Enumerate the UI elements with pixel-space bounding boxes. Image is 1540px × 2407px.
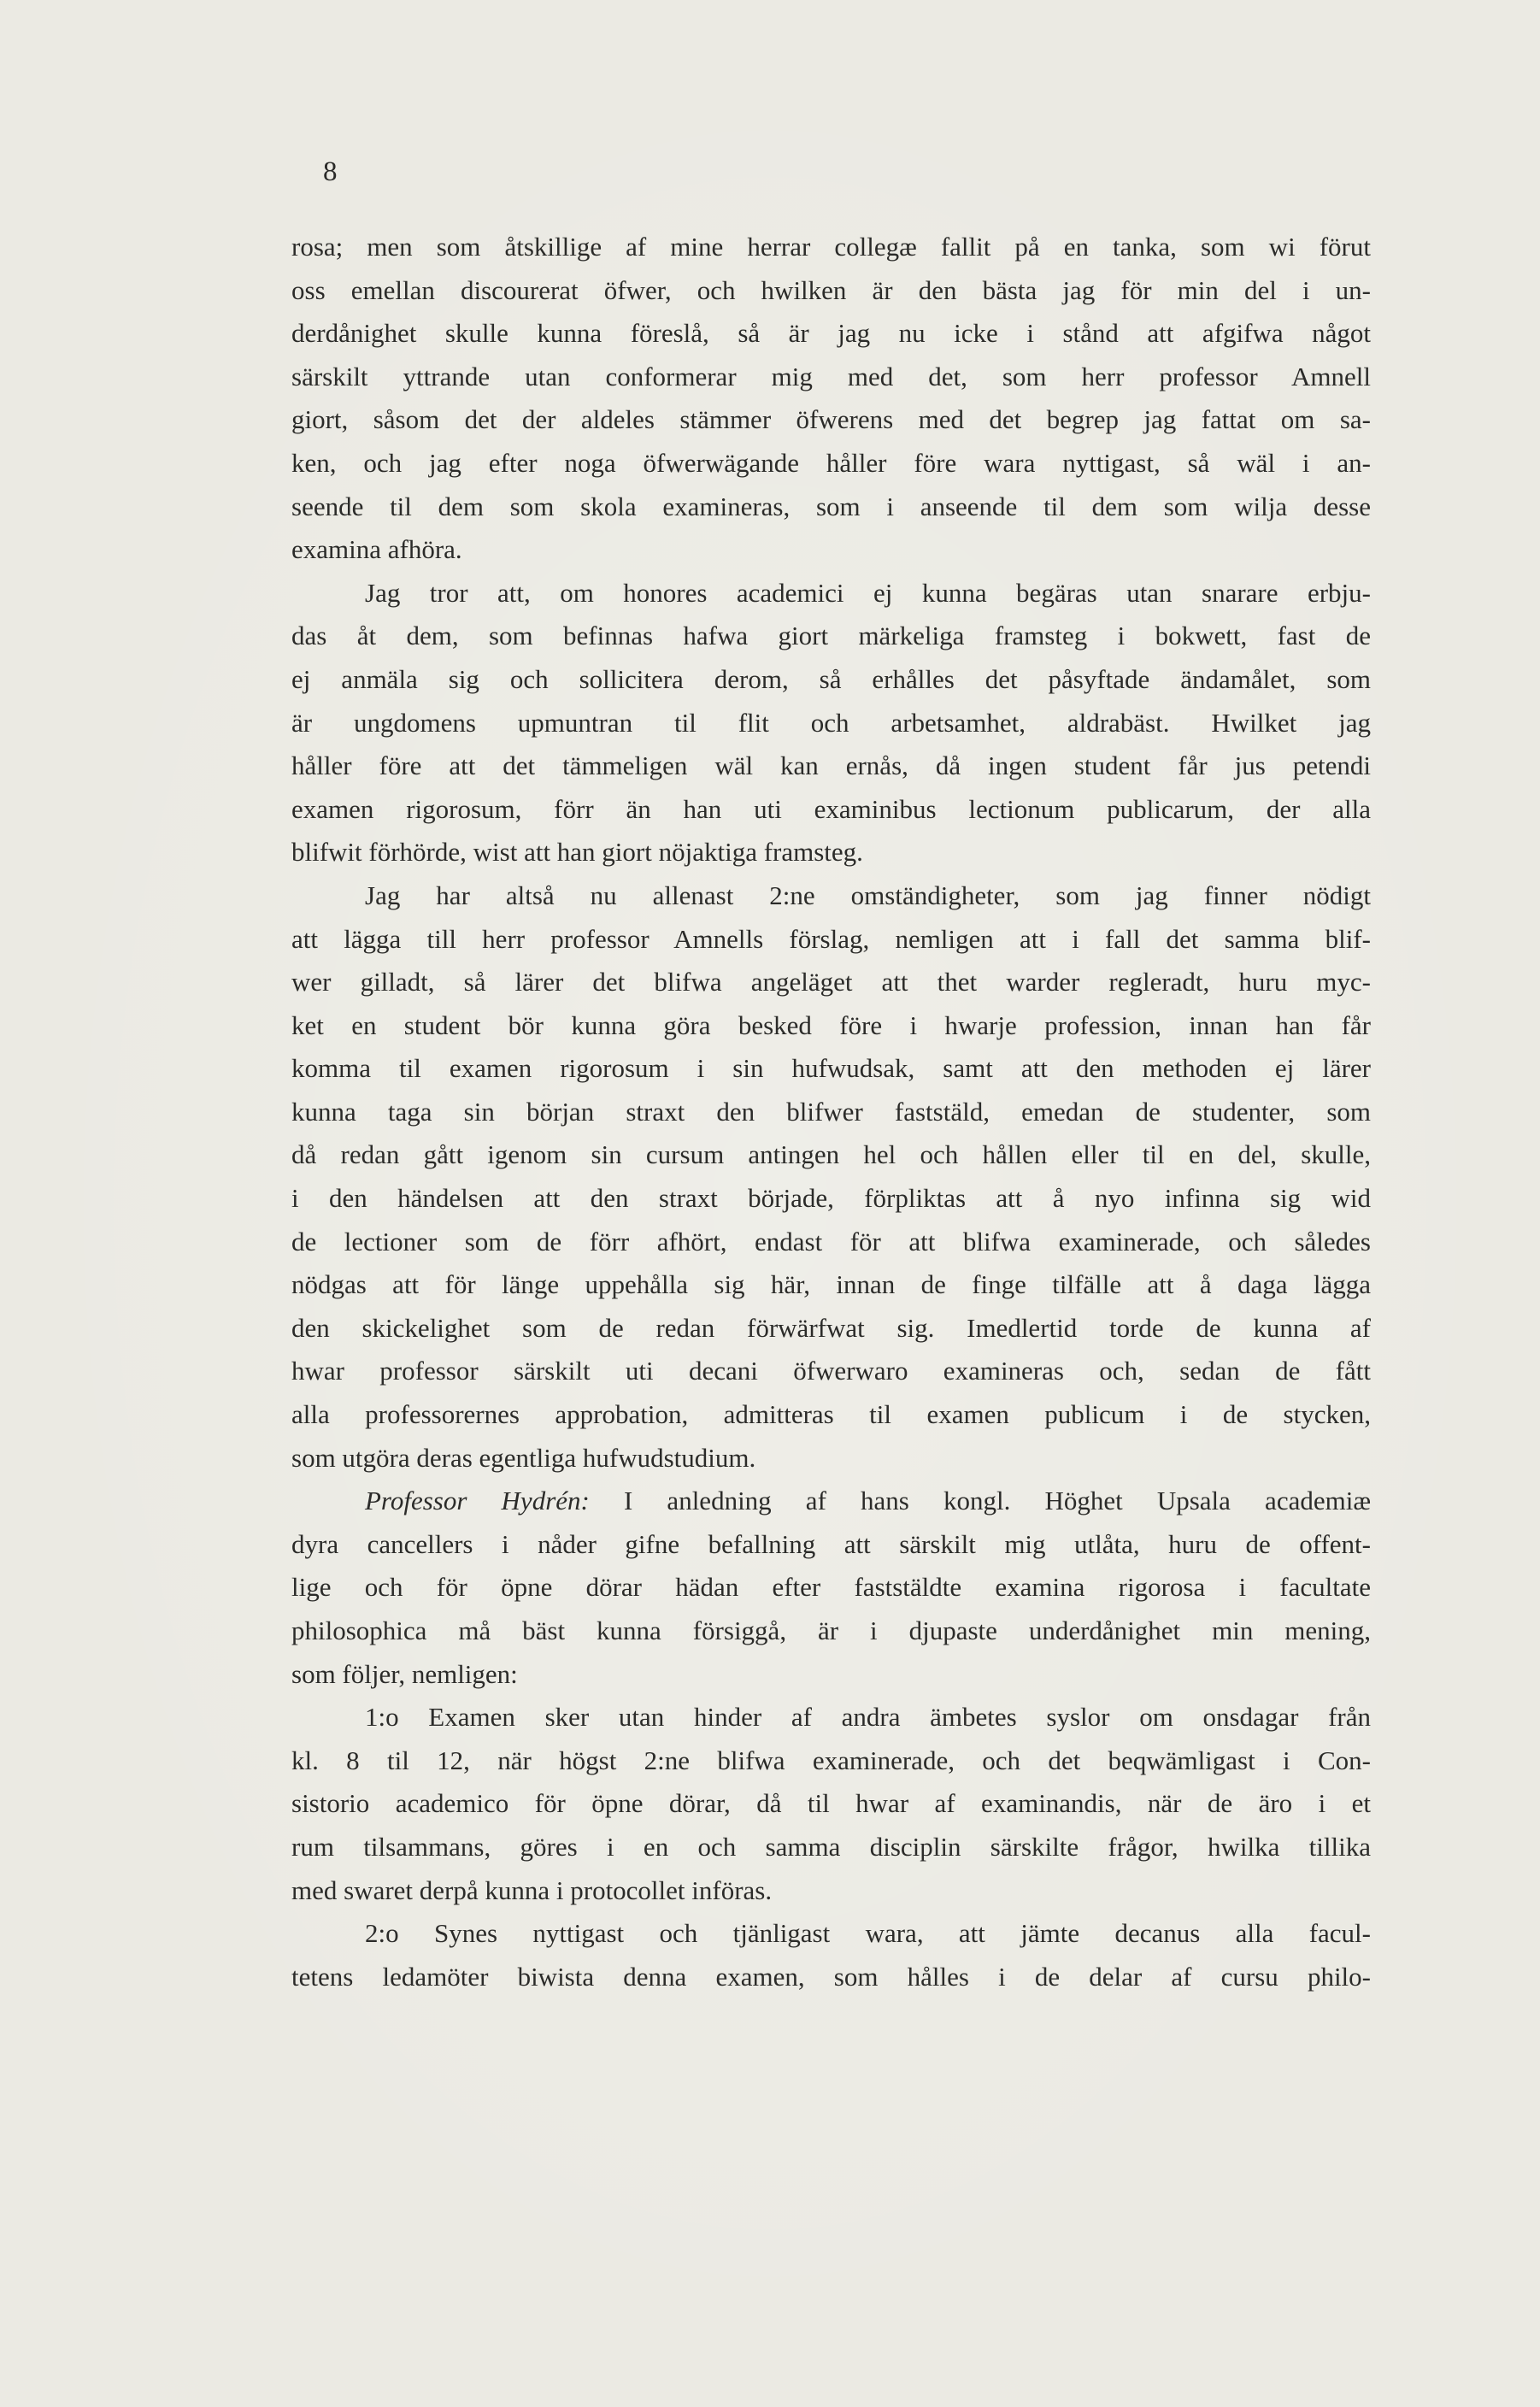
text-line: ken, och jag efter noga öfwerwägande håller före wara nyttigast, så wäl i an- [291,447,1371,478]
text-line: är ungdomens upmuntran til flit och arbetsamhet, aldrabäst. Hwilket jag [291,707,1371,738]
text-line: 1:o Examen sker utan hinder af andra ämbetes syslor om onsdagar från [365,1702,1371,1733]
text-line: i den händelsen att den straxt började, förpliktas att å nyo infinna sig wid [291,1183,1371,1214]
text-line: nödgas att för länge uppehålla sig här, innan de finge tilfälle att å daga lägga [291,1269,1371,1300]
speaker-name: Professor Hydrén: [365,1486,590,1516]
text-line: som följer, nemligen: [291,1658,518,1689]
text-line: tetens ledamöter biwista denna examen, som hålles i de delar af cursu philo- [291,1961,1371,1992]
text-line: derdånighet skulle kunna föreslå, så är jag nu icke i stånd att afgifwa något [291,318,1371,349]
text-line: kunna taga sin början straxt den blifwer faststäld, emedan de studenter, som [291,1096,1371,1127]
text-line: examen rigorosum, förr än han uti examinibus lectionum publicarum, der alla [291,793,1371,824]
text-line: som utgöra deras egentliga hufwudstudium. [291,1442,756,1473]
text-line: att lägga till herr professor Amnells förslag, nemligen att i fall det samma blif- [291,923,1371,954]
text-line: ej anmäla sig och sollicitera derom, så erhålles det påsyftade ändamålet, som [291,663,1371,694]
text-line: sistorio academico för öpne dörar, då til hwar af examinandis, när de äro i et [291,1788,1371,1819]
text-line: alla professorernes approbation, admitteras til examen publicum i de stycken, [291,1399,1371,1430]
text-line: philosophica må bäst kunna försiggå, är i djupaste underdånighet min mening, [291,1615,1371,1645]
text-line: lige och för öpne dörar hädan efter faststäldte examina rigorosa i facultate [291,1572,1371,1603]
text-line: giort, såsom det der aldeles stämmer öfwerens med det begrep jag fattat om sa- [291,404,1371,435]
text-line: rosa; men som åtskillige af mine herrar collegæ fallit på en tanka, som wi förut [291,232,1371,262]
text-line: komma til examen rigorosum i sin hufwudsak, samt att den methoden ej lärer [291,1053,1371,1084]
text-line: das åt dem, som befinnas hafwa giort märkeliga framsteg i bokwett, fast de [291,621,1371,651]
text-line: med swaret derpå kunna i protocollet införas. [291,1874,773,1905]
text-line: särskilt yttrande utan conformerar mig med det, som herr professor Amnell [291,361,1371,391]
text-line: rum tilsammans, göres i en och samma disciplin särskilte frågor, hwilka tillika [291,1831,1371,1862]
text-line: håller före att det tämmeligen wäl kan ernås, då ingen student får jus petendi [291,750,1371,781]
text-line: blifwit förhörde, wist att han giort nöjaktiga framsteg. [291,837,863,868]
body-text [291,226,1371,1998]
text-line: Jag tror att, om honores academici ej kunna begäras utan snarare erbju- [365,577,1371,608]
text-line: examina afhöra. [291,534,462,565]
text-line: hwar professor särskilt uti decani öfwerwaro examineras och, sedan de fått [291,1356,1371,1386]
text-line: kl. 8 til 12, när högst 2:ne blifwa examinerade, och det beqwämligast i Con- [291,1745,1371,1775]
text-line: seende til dem som skola examineras, som i anseende til dem som wilja desse [291,491,1371,521]
text-line: dyra cancellers i nåder gifne befallning att särskilt mig utlåta, huru de offent- [291,1528,1371,1559]
text-line: då redan gått igenom sin cursum antingen hel och hållen eller til en del, skulle, [291,1139,1371,1170]
text-line-continuation: I anledning af hans kongl. Höghet Upsala academiæ [623,1486,1372,1516]
text-line: Jag har altså nu allenast 2:ne omständigheter, som jag finner nödigt [365,880,1371,910]
text-line: 2:o Synes nyttigast och tjänligast wara, att jämte decanus alla facul- [365,1918,1371,1949]
text-line: ket en student bör kunna göra besked före i hwarje profession, innan han får [291,1009,1371,1040]
text-line: wer gilladt, så lärer det blifwa angeläget att thet warder regleradt, huru myc- [291,967,1371,998]
page-number: 8 [323,156,338,187]
text-line: oss emellan discourerat öfwer, och hwilken är den bästa jag för min del i un- [291,274,1371,305]
text-line: den skickelighet som de redan förwärfwat sig. Imedlertid torde de kunna af [291,1312,1371,1343]
text-line [291,1480,1371,1523]
text-line: de lectioner som de förr afhört, endast för att blifwa examinerade, och således [291,1226,1371,1256]
